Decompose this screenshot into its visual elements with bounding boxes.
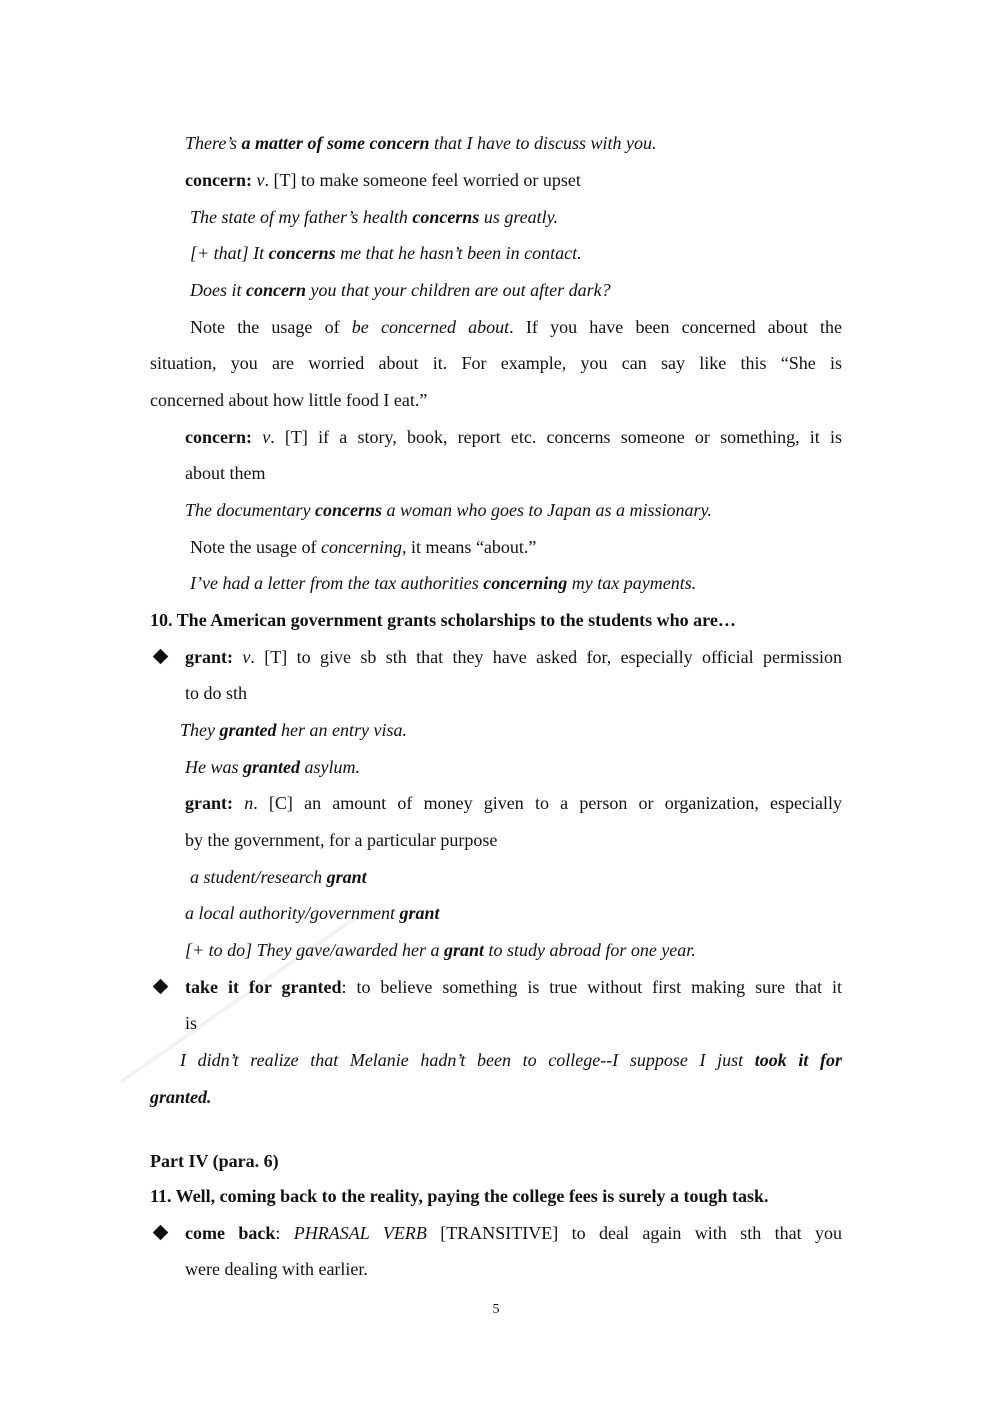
example-sentence: Does it concern you that your children are out after dark? bbox=[190, 280, 611, 300]
definition-line: come back: PHRASAL VERB [TRANSITIVE] to deal again with sth that you bbox=[185, 1223, 842, 1243]
page-number: 5 bbox=[492, 1302, 500, 1317]
example-sentence: The documentary concerns a woman who goes to Japan as a missionary. bbox=[185, 500, 712, 520]
section-heading: 10. The American government grants scholarships to the students who are… bbox=[150, 610, 736, 630]
note-paragraph-line: concerned about how little food I eat.” bbox=[150, 390, 428, 410]
example-sentence: I didn’t realize that Melanie hadn’t been to college--I suppose I just took it for bbox=[180, 1050, 842, 1070]
bullet-diamond-icon bbox=[153, 649, 169, 665]
note-paragraph-line: situation, you are worried about it. For example, you can say like this “She is bbox=[150, 353, 842, 373]
example-phrase: a student/research grant bbox=[190, 867, 367, 887]
example-phrase: a local authority/government grant bbox=[185, 903, 440, 923]
definition-line: by the government, for a particular purpose bbox=[185, 830, 498, 850]
definition-line: were dealing with earlier. bbox=[185, 1259, 368, 1279]
note-paragraph-line: Note the usage of be concerned about. If you have been concerned about the bbox=[190, 317, 842, 337]
example-sentence: He was granted asylum. bbox=[185, 757, 361, 777]
example-sentence: I’ve had a letter from the tax authorities concerning my tax payments. bbox=[190, 573, 697, 593]
definition-line: concern: v. [T] to make someone feel worried or upset bbox=[185, 170, 581, 190]
definition-line: to do sth bbox=[185, 683, 248, 703]
note-line: Note the usage of concerning, it means “about.” bbox=[190, 537, 537, 557]
bullet-diamond-icon bbox=[153, 979, 169, 995]
section-heading: 11. Well, coming back to the reality, paying the college fees is surely a tough task. bbox=[150, 1186, 769, 1206]
bullet-diamond-icon bbox=[153, 1225, 169, 1241]
example-sentence: There’s a matter of some concern that I have to discuss with you. bbox=[185, 133, 657, 153]
example-sentence: They granted her an entry visa. bbox=[180, 720, 407, 740]
definition-line: about them bbox=[185, 463, 266, 483]
example-sentence: The state of my father’s health concerns us greatly. bbox=[190, 207, 559, 227]
part-heading: Part IV (para. 6) bbox=[150, 1151, 279, 1171]
example-sentence: [+ to do] They gave/awarded her a grant to study abroad for one year. bbox=[185, 940, 696, 960]
definition-line: grant: v. [T] to give sb sth that they have asked for, especially official permission bbox=[185, 647, 842, 667]
definition-line: grant: n. [C] an amount of money given to a person or organization, especially bbox=[185, 793, 843, 813]
example-sentence: [+ that] It concerns me that he hasn’t been in contact. bbox=[190, 243, 582, 263]
example-sentence: granted. bbox=[150, 1087, 212, 1107]
definition-line: take it for granted: to believe something is true without first making sure that it bbox=[185, 977, 842, 997]
definition-line: concern: v. [T] if a story, book, report etc. concerns someone or something, it is bbox=[185, 427, 842, 447]
definition-line: is bbox=[185, 1013, 198, 1033]
